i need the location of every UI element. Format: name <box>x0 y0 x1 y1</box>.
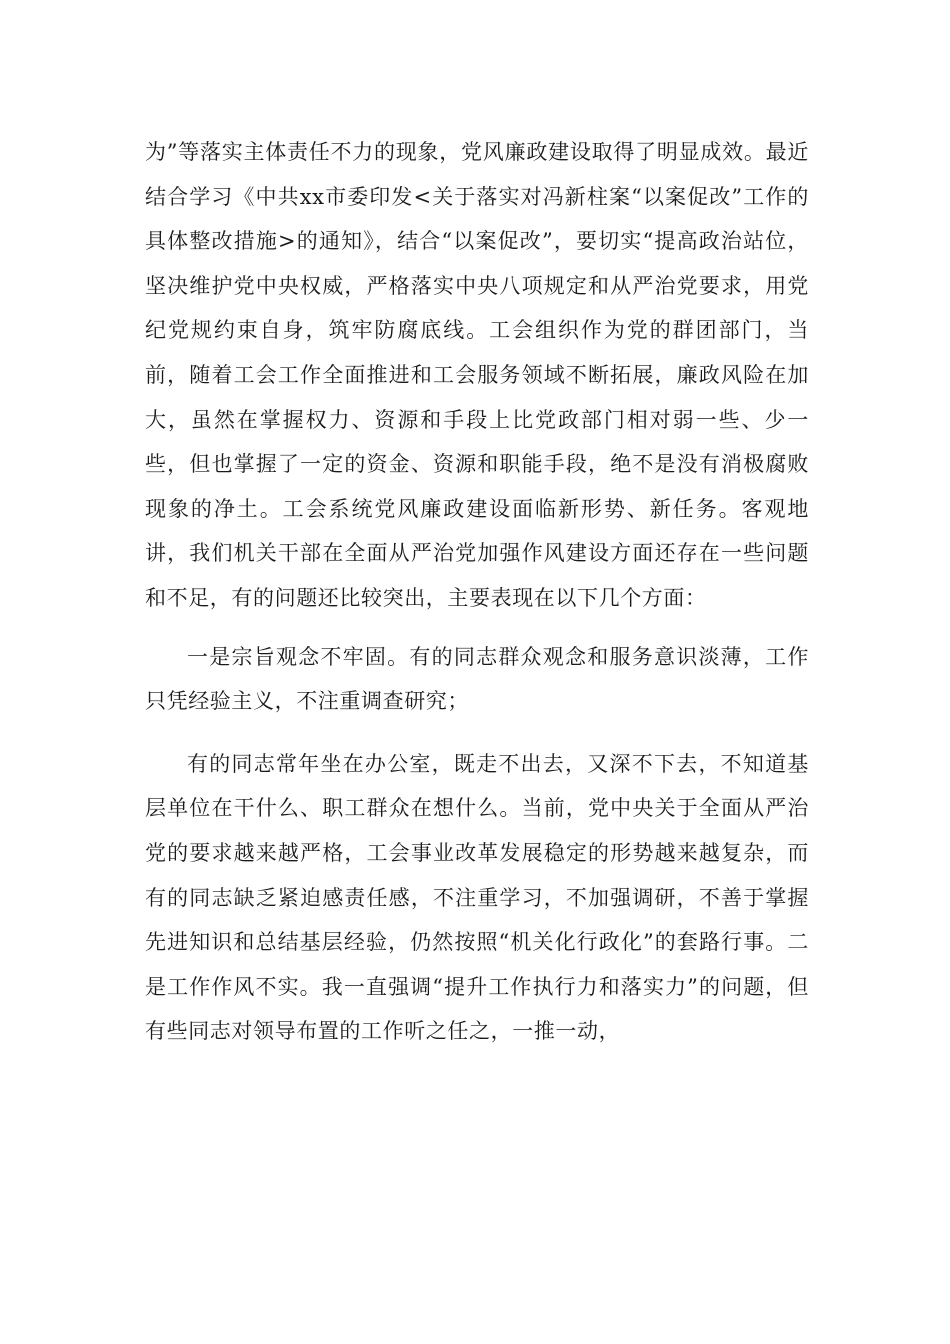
document-body <box>145 130 809 1054</box>
paragraph-purpose-concept: 一是宗旨观念不牢固。有的同志群众观念和服务意识淡薄，工作只凭经验主义，不注重调查研究； <box>145 644 809 714</box>
paragraph-work-style: 有的同志常年坐在办公室，既走不出去，又深不下去，不知道基层单位在干什么、职工群众在想什么。当前，党中央关于全面从严治党的要求越来越严格，工会事业改革发展稳定的形势越来越复杂，而有的同志缺乏紧迫感责任感，不注重学习，不加强调研，不善于掌握先进知识和总结基层经验，仍然按照“机关化行政化”的套路行事。二是工作作风不实。我一直强调“提升工作执行力和落实力”的问题，但有些同志对领导布置的工作听之任之，一推一动， <box>145 751 809 1044</box>
paragraph-continuation: 为”等落实主体责任不力的现象，党风廉政建设取得了明显成效。最近结合学习《中共xx市委印发<关于落实对冯新柱案“以案促改”工作的具体整改措施>的通知》，结合“以案促改”，要切实“提高政治站位，坚决维护党中央权威，严格落实中央八项规定和从严治党要求，用党纪党规约束自身，筑牢防腐底线。工会组织作为党的群团部门，当前，随着工会工作全面推进和工会服务领域不断拓展，廉政风险在加大，虽然在掌握权力、资源和手段上比党政部门相对弱一些、少一些，但也掌握了一定的资金、资源和职能手段，绝不是没有消极腐败现象的净土。工会系统党风廉政建设面临新形势、新任务。客观地讲，我们机关干部在全面从严治党加强作风建设方面还存在一些问题和不足，有的问题还比较突出，主要表现在以下几个方面： <box>145 140 809 610</box>
